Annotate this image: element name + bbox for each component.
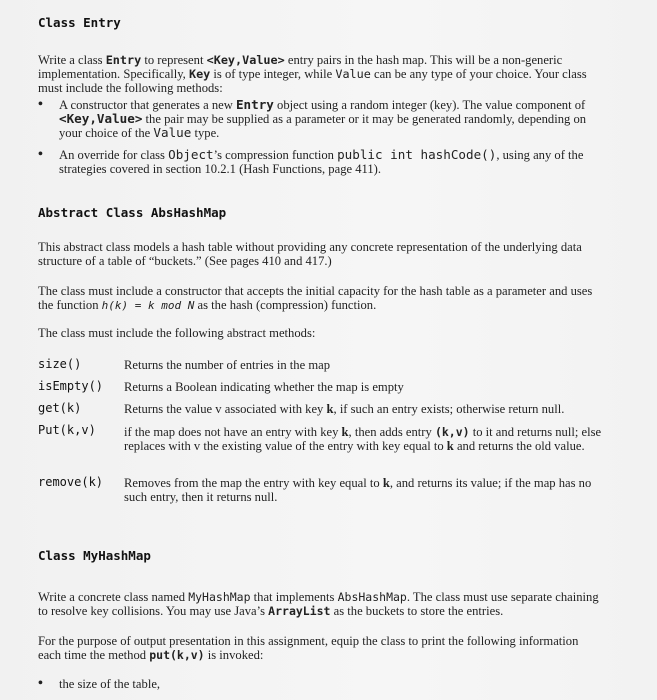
heading-class-entry: Class Entry [38, 15, 121, 30]
method-desc-put: if the map does not have an entry with key k, then adds entry (k,v) to it and returns null; else replaces with v the existing value of the entry with key equal to k and returns the old value. [124, 425, 602, 453]
abs-methods-intro: The class must include the following abstract methods: [38, 326, 316, 340]
method-desc-get: Returns the value v associated with key k, if such an entry exists; otherwise return null. [124, 402, 565, 416]
bullet-dot: • [38, 147, 43, 162]
heading-abshashmap: Abstract Class AbsHashMap [38, 205, 227, 220]
heading-myhashmap: Class MyHashMap [38, 548, 151, 563]
entry-intro-paragraph: Write a class Entry to represent <Key,Value> entry pairs in the hash map. This will be a non-generic implementation. Specifically, Key is of type integer, while Value can be any type of your choice. Your class must include the following methods: [38, 53, 587, 95]
method-desc-isempty: Returns a Boolean indicating whether the map is empty [124, 380, 404, 394]
method-name-size: size() [38, 357, 82, 371]
bullet-dot: • [38, 676, 43, 691]
myhashmap-bullet-size: • the size of the table, [38, 676, 161, 691]
abs-description-paragraph: This abstract class models a hash table without providing any concrete representation of the underlying data structure of a table of “buckets.” (See pages 410 and 417.) [38, 240, 582, 268]
bullet-dot: • [38, 97, 43, 112]
method-name-put: Put(k,v) [38, 423, 96, 437]
method-name-remove: remove(k) [38, 475, 104, 489]
method-desc-remove: Removes from the map the entry with key equal to k, and returns its value; if the map has no such entry, then it returns null. [124, 476, 592, 504]
myhashmap-paragraph-1: Write a concrete class named MyHashMap that implements AbsHashMap. The class must use separate chaining to resolve key collisions. You may use Java’s ArrayList as the buckets to store the entries. [38, 590, 599, 618]
method-name-get: get(k) [38, 401, 82, 415]
method-desc-size: Returns the number of entries in the map [124, 358, 330, 372]
method-name-isempty: isEmpty() [38, 379, 104, 393]
abs-constructor-paragraph: The class must include a constructor that accepts the initial capacity for the hash table as a parameter and uses the function h(k) = k mod N as the hash (compression) function. [38, 284, 593, 312]
entry-bullet-hashcode: • An override for class Object’s compression function public int hashCode(), using any of the strategies covered in section 10.2.1 (Hash Functions, page 411). [38, 147, 584, 176]
entry-bullet-constructor: • A constructor that generates a new Entry object using a random integer (key). The value component of <Key,Value> the pair may be supplied as a parameter or it may be generated randomly, depending on your choice of the Value type. [38, 97, 587, 140]
myhashmap-paragraph-2: For the purpose of output presentation in this assignment, equip the class to print the following information each time the method put(k,v) is invoked: [38, 634, 579, 662]
